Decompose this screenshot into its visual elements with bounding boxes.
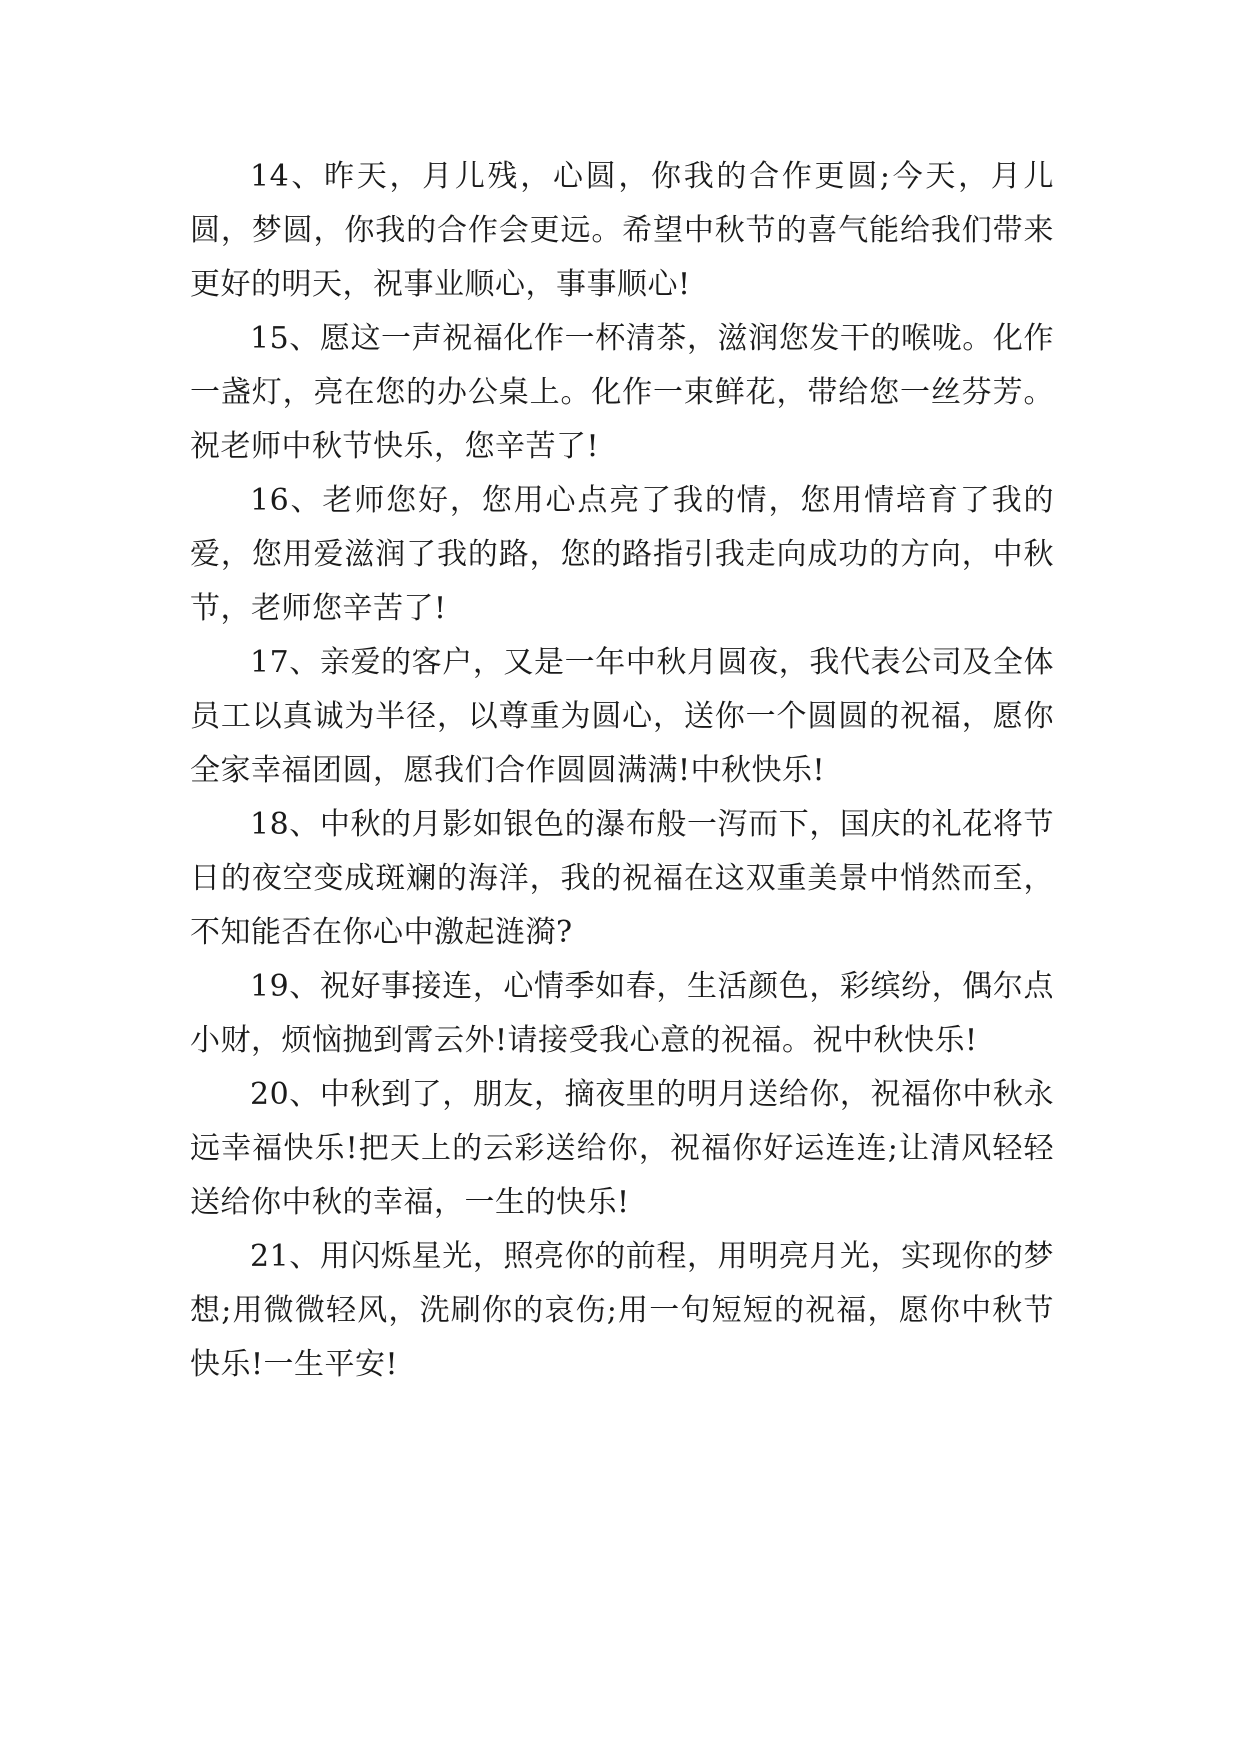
paragraph-14: 14、昨天，月儿残，心圆，你我的合作更圆;今天，月儿圆，梦圆，你我的合作会更远。希望中秋节的喜气能给我们带来更好的明天，祝事业顺心，事事顺心!	[190, 159, 1054, 302]
paragraph-17: 17、亲爱的客户，又是一年中秋月圆夜，我代表公司及全体员工以真诚为半径，以尊重为圆心，送你一个圆圆的祝福，愿你全家幸福团圆，愿我们合作圆圆满满!中秋快乐!	[190, 645, 1054, 788]
paragraph-18: 18、中秋的月影如银色的瀑布般一泻而下，国庆的礼花将节日的夜空变成斑斓的海洋，我的祝福在这双重美景中悄然而至，不知能否在你心中激起涟漪?	[190, 807, 1054, 950]
paragraph-16: 16、老师您好，您用心点亮了我的情，您用情培育了我的爱，您用爱滋润了我的路，您的路指引我走向成功的方向，中秋节，老师您辛苦了!	[190, 483, 1054, 626]
document-body	[190, 150, 1054, 1392]
paragraph-21: 21、用闪烁星光，照亮你的前程，用明亮月光，实现你的梦想;用微微轻风，洗刷你的哀伤;用一句短短的祝福，愿你中秋节快乐!一生平安!	[190, 1239, 1054, 1382]
paragraph-19: 19、祝好事接连，心情季如春，生活颜色，彩缤纷，偶尔点小财，烦恼抛到霄云外!请接受我心意的祝福。祝中秋快乐!	[190, 969, 1054, 1058]
paragraph-15: 15、愿这一声祝福化作一杯清茶，滋润您发干的喉咙。化作一盏灯，亮在您的办公桌上。化作一束鲜花，带给您一丝芬芳。祝老师中秋节快乐，您辛苦了!	[190, 321, 1054, 464]
paragraph-20: 20、中秋到了，朋友，摘夜里的明月送给你，祝福你中秋永远幸福快乐!把天上的云彩送给你，祝福你好运连连;让清风轻轻送给你中秋的幸福，一生的快乐!	[190, 1077, 1054, 1220]
